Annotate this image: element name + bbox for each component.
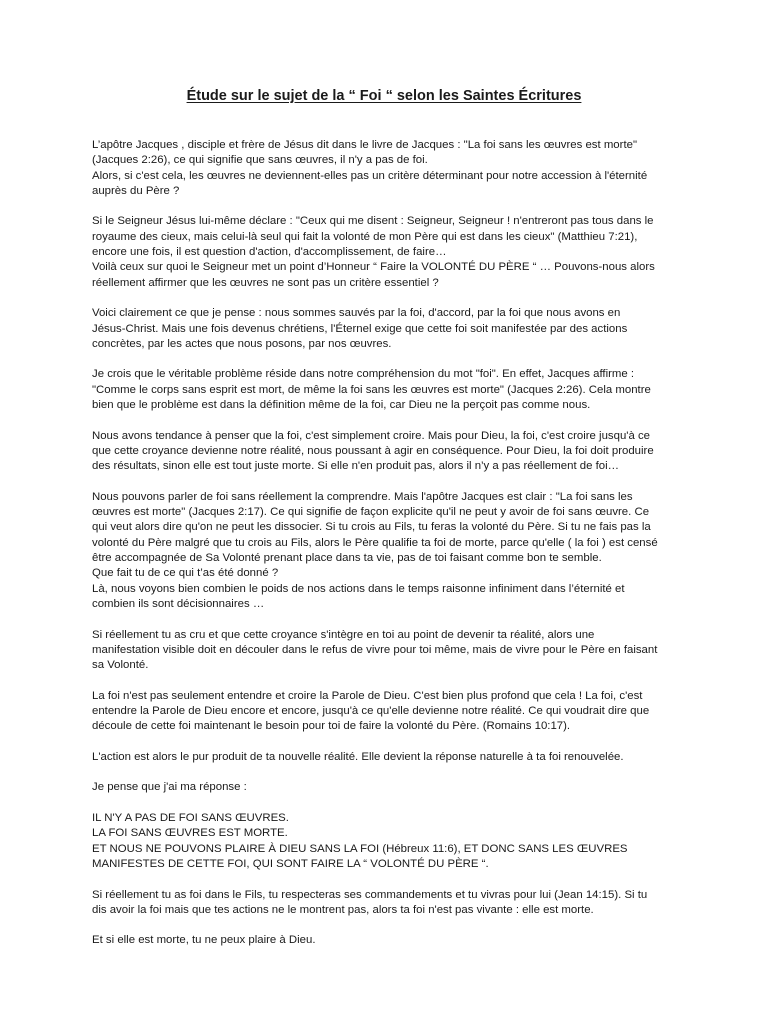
text-line: Voilà ceux sur quoi le Seigneur met un point d’Honneur “ Faire la VOLONTÉ DU PÈRE “ … Pouvons-nous alors [92,261,655,274]
text-line: manifestation visible doit en découler dans le refus de vivre pour toi même, mais de vivre pour le Père en faisant [92,643,658,656]
text-line: royaume des cieux, mais celui-là seul qui fait la volonté de mon Père qui est dans les cieux" (Matthieu 7:21), [92,230,638,243]
text-line: bien que le problème est dans la définition même de la foi, car Dieu ne la perçoit pas comme nous. [92,399,591,412]
text-line: L’apôtre Jacques , disciple et frère de Jésus dit dans le livre de Jacques : "La foi sans les œuvres est morte" [92,139,637,151]
text-line: que cette croyance devienne notre réalité, nous poussant à agir en conséquence. Pour Dieu, la foi doit produire [92,444,654,457]
paragraph [92,306,682,352]
text-line: œuvres est morte" (Jacques 2:17). Ce qui signifie de façon explicite qu'il ne peut y avoir de foi sans œuvre. Ce [92,506,650,519]
text-line: Jésus-Christ. Mais une fois devenus chrétiens, l'Éternel exige que cette foi soit manifestée par des actions [92,322,628,335]
text-line: Si réellement tu as cru et que cette croyance s'intègre en toi au point de devenir ta réalité, alors une [92,628,595,641]
paragraph [92,888,682,919]
text-line: des résultats, sinon elle est tout juste morte. Si elle n'en produit pas, alors il n’y a pas réellement de foi… [92,460,620,473]
paragraph [92,689,682,735]
document-title: Étude sur le sujet de la “ Foi “ selon les Saintes Écritures [186,88,582,104]
paragraph [92,367,682,413]
text-line: volonté du Père malgré que tu crois au Fils, alors le Père qualifie ta foi de morte, parce qu'elle ( la foi ) est censé [92,536,658,549]
document-body [92,138,682,964]
paragraph [92,811,682,872]
text-line: Nous avons tendance à penser que la foi, c'est simplement croire. Mais pour Dieu, la foi, c'est croire jusqu'à ce [92,429,650,442]
text-line: L'action est alors le pur produit de ta nouvelle réalité. Elle devient la réponse naturelle à ta foi renouvelée. [92,750,624,763]
text-line: Là, nous voyons bien combien le poids de nos actions dans le temps raisonne infiniment dans l’éternité et [92,582,625,595]
text-line: ET NOUS NE POUVONS PLAIRE À DIEU SANS LA FOI (Hébreux 11:6), ET DONC SANS LES ŒUVRES [92,842,628,855]
text-line: être accompagnée de Sa Volonté prenant place dans ta vie, pas de toi faisant comme bon te semble. [92,552,602,565]
text-line: entendre la Parole de Dieu encore et encore, jusqu'à ce qu'elle devienne notre réalité. Ce qui voudrait dire que [92,704,650,717]
text-line: Voici clairement ce que je pense : nous sommes sauvés par la foi, d'accord, par la foi que nous avons en [92,307,621,320]
paragraph [92,490,682,612]
paragraph [92,750,682,765]
text-line: Si le Seigneur Jésus lui-même déclare : "Ceux qui me disent : Seigneur, Seigneur ! n'entreront pas tous dans le [92,215,654,228]
text-line: Nous pouvons parler de foi sans réellement la comprendre. Mais l'apôtre Jacques est clair : "La foi sans les [92,490,633,503]
text-line: Que fait tu de ce qui t’as été donné ? [92,567,279,580]
text-line: IL N'Y A PAS DE FOI SANS ŒUVRES. [92,812,289,825]
text-line: LA FOI SANS ŒUVRES EST MORTE. [92,827,288,840]
text-line: Alors, si c'est cela, les œuvres ne deviennent-elles pas un critère déterminant pour notre accession à l'éternité [92,169,648,182]
text-line: "Comme le corps sans esprit est mort, de même la foi sans les œuvres est morte" (Jacques 2:26). Cela montre [92,383,651,396]
text-line: dis avoir la foi mais que tes actions ne le montrent pas, alors ta foi n'est pas vivante : elle est morte. [92,903,594,916]
text-line: MANIFESTES DE CETTE FOI, QUI SONT FAIRE LA “ VOLONTÉ DU PÈRE “. [92,857,489,870]
text-line: combien ils sont décisionnaires … [92,597,265,610]
text-line: Je pense que j'ai ma réponse : [92,781,247,794]
text-line: Et si elle est morte, tu ne peux plaire à Dieu. [92,934,316,947]
text-line: découle de cette foi maintenant le besoin pour toi de faire la volonté du Père. (Romains 10:17). [92,720,571,733]
text-line: concrètes, par les actes que nous posons, par nos œuvres. [92,337,392,350]
paragraph [92,628,682,674]
text-line: La foi n'est pas seulement entendre et croire la Parole de Dieu. C'est bien plus profond que cela ! La foi, c'est [92,689,643,702]
paragraph [92,780,682,795]
text-line: réellement affirmer que les œuvres ne sont pas un critère essentiel ? [92,276,439,289]
text-line: qui veut alors dire qu'on ne peut les dissocier. Si tu crois au Fils, tu feras la volonté du Père. Si tu ne fais pas la [92,521,651,534]
text-line: auprès du Père ? [92,184,180,197]
paragraph [92,429,682,475]
text-line: Si réellement tu as foi dans le Fils, tu respecteras ses commandements et tu vivras pour lui (Jean 14:15). Si tu [92,888,648,901]
text-line: encore une fois, il est question d'action, d'accomplissement, de faire… [92,246,447,259]
text-line: sa Volonté. [92,659,149,672]
paragraph [92,214,682,290]
paragraph [92,138,682,199]
text-line: Je crois que le véritable problème réside dans notre compréhension du mot "foi". En effet, Jacques affirme : [92,368,635,381]
paragraph [92,933,682,948]
text-line: (Jacques 2:26), ce qui signifie que sans œuvres, il n'y a pas de foi. [92,154,428,167]
